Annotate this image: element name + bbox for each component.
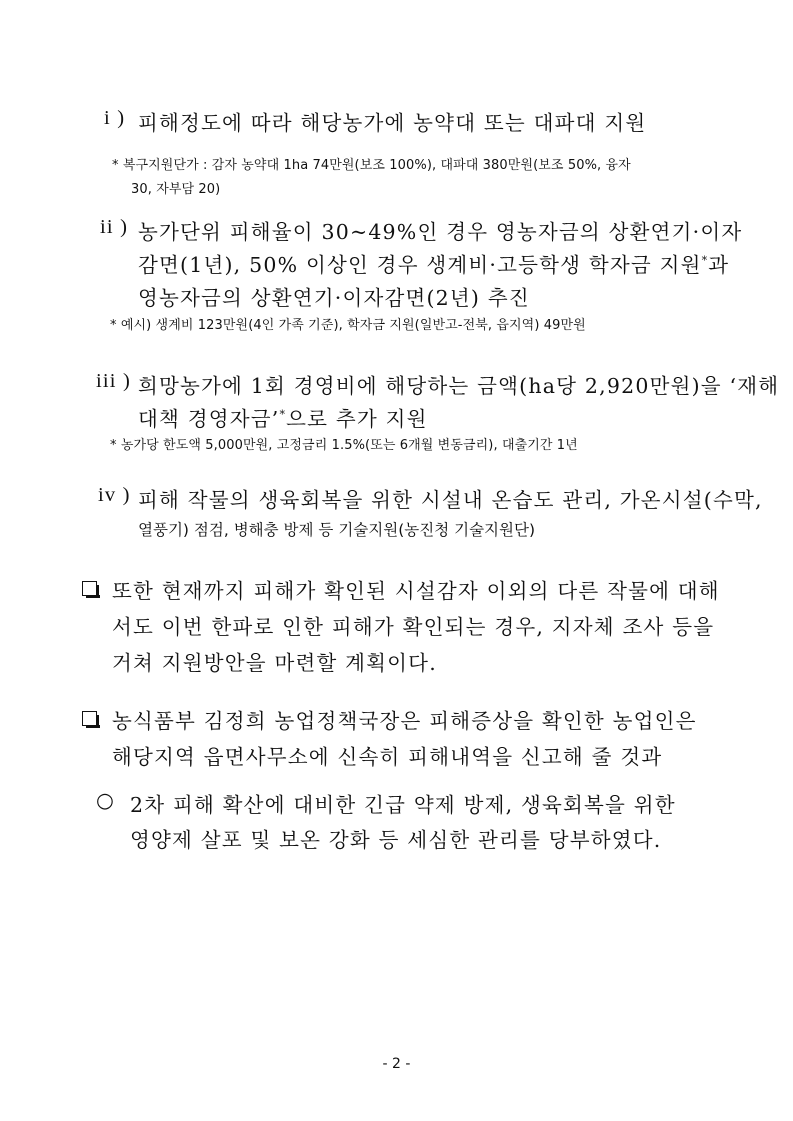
item-4-line1: 피해 작물의 생육회복을 위한 시설내 온습도 관리, 가온시설(수막, <box>138 488 763 512</box>
para-1-line3: 거쳐 지원방안을 마련할 계획이다. <box>112 651 437 675</box>
footnote-marker: * <box>279 408 287 422</box>
bullet-line1: 2차 피해 확산에 대비한 긴급 약제 방제, 생육회복을 위한 <box>130 793 676 817</box>
circle-bullet-icon: ○ <box>96 788 116 812</box>
para-2-line1: 농식품부 김정희 농업정책국장은 피해증상을 확인한 농업인은 <box>112 709 697 733</box>
item-3-line2-text: 대책 경영자금’ <box>138 407 280 431</box>
para-1-line1: 또한 현재까지 피해가 확인된 시설감자 이외의 다른 작물에 대해 <box>112 579 720 603</box>
item-2-line2 <box>138 248 729 278</box>
bullet-line2: 영양제 살포 및 보온 강화 등 세심한 관리를 당부하였다. <box>130 828 662 852</box>
item-4-numeral: iv ) <box>98 484 131 506</box>
item-1-note-line2: 30, 자부담 20) <box>131 182 221 197</box>
footnote-marker: * <box>701 254 709 268</box>
item-3-note: * 농가당 한도액 5,000만원, 고정금리 1.5%(또는 6개월 변동금리), 대출기간 1년 <box>110 438 578 453</box>
item-4-line2: 열풍기) 점검, 병해충 방제 등 기술지원(농진청 기술지원단) <box>138 521 536 539</box>
item-2-line2-end: 과 <box>708 253 730 277</box>
item-1-note-line1: * 복구지원단가 : 감자 농약대 1ha 74만원(보조 100%), 대파대 380만원(보조 50%, 융자 <box>112 158 631 173</box>
item-2-numeral: ii ) <box>100 216 129 238</box>
item-3-line1: 희망농가에 1회 경영비에 해당하는 금액(ha당 2,920만원)을 ‘재해 <box>138 374 780 398</box>
item-3-line2-end: 으로 추가 지원 <box>286 407 428 431</box>
checkbox-bullet-icon <box>82 581 97 596</box>
checkbox-bullet-icon <box>82 711 97 726</box>
item-3-line2 <box>138 402 428 432</box>
item-1-text: 피해정도에 따라 해당농가에 농약대 또는 대파대 지원 <box>138 111 647 135</box>
para-2-line2: 해당지역 읍면사무소에 신속히 피해내역을 신고해 줄 것과 <box>112 745 663 769</box>
item-2-line1: 농가단위 피해율이 30~49%인 경우 영농자금의 상환연기·이자 <box>138 220 743 244</box>
para-1-line2: 서도 이번 한파로 인한 피해가 확인되는 경우, 지자체 조사 등을 <box>112 615 715 639</box>
item-2-note: * 예시) 생계비 123만원(4인 가족 기준), 학자금 지원(일반고-전북, 읍지역) 49만원 <box>110 318 586 333</box>
page-number: - 2 - <box>382 1056 411 1072</box>
item-3-numeral: iii ) <box>96 370 132 392</box>
item-1-numeral: i ) <box>104 107 126 129</box>
item-2-line3: 영농자금의 상환연기·이자감면(2년) 추진 <box>138 286 530 310</box>
item-2-line2-text: 감면(1년), 50% 이상인 경우 생계비·고등학생 학자금 지원 <box>138 253 702 277</box>
